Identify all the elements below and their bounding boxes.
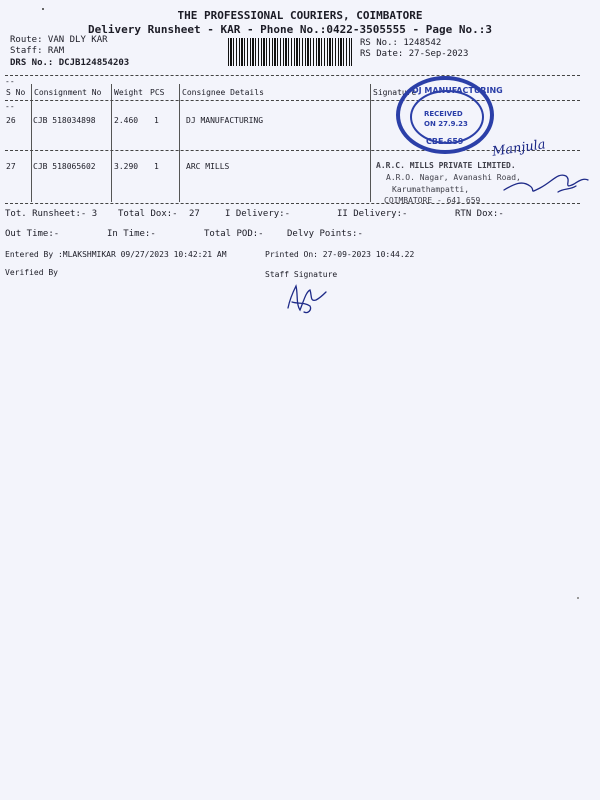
entered-by: Entered By :MLAKSHMIKAR 09/27/2023 10:42:21 AM	[5, 250, 227, 259]
stamp-company: DJ MANUFACTURING	[412, 86, 503, 95]
company-title: THE PROFESSIONAL COURIERS, COIMBATORE	[177, 9, 423, 22]
stamp-received: RECEIVED	[424, 110, 463, 118]
arc-stamp-line3: Karumathampatti,	[392, 185, 470, 194]
col-divider	[370, 84, 371, 202]
table-bottom-rule	[5, 203, 580, 204]
table-cell-consignee: DJ MANUFACTURING	[186, 116, 264, 125]
rs-number: RS No.: 1248542	[360, 38, 442, 48]
total-pod: Total POD:-	[204, 229, 264, 239]
table-cell-pcs: 1	[154, 116, 159, 125]
header-rule	[5, 100, 580, 101]
drs-number: DRS No.: DCJB124854203	[10, 58, 130, 68]
rule-mark: --	[5, 77, 15, 86]
col-header-weight: Weight	[114, 88, 143, 97]
staff-signature	[282, 280, 328, 320]
rule-mark: --	[5, 102, 15, 111]
delivery-points: Delvy Points:-	[287, 229, 363, 239]
col-header-signature: Signature	[373, 88, 417, 97]
barcode	[228, 38, 352, 66]
printed-on: Printed On: 27-09-2023 10:44.22	[265, 250, 415, 259]
scan-speck	[577, 597, 579, 599]
arc-stamp-line2: A.R.O. Nagar, Avanashi Road,	[386, 173, 521, 182]
first-delivery: I Delivery:-	[225, 209, 291, 219]
verified-by: Verified By	[5, 268, 58, 277]
table-cell-sno: 26	[6, 116, 16, 125]
stamp-date: ON 27.9.23	[424, 120, 468, 128]
stamp-code: CBE-659	[426, 137, 464, 146]
total-dox-value: 27	[189, 209, 200, 219]
runsheet-subtitle: Delivery Runsheet - KAR - Phone No.:0422-3505555 - Page No.:3	[88, 23, 492, 36]
table-cell-weight: 2.460	[114, 116, 139, 125]
staff-signature-label: Staff Signature	[265, 270, 338, 279]
second-delivery: II Delivery:-	[337, 209, 408, 219]
arc-stamp-line1: A.R.C. MILLS PRIVATE LIMITED.	[376, 161, 516, 170]
staff-label: Staff: RAM	[10, 46, 65, 56]
col-divider	[179, 84, 180, 202]
out-time: Out Time:-	[5, 229, 60, 239]
table-cell-pcs: 1	[154, 162, 159, 171]
total-dox-label: Total Dox:-	[118, 209, 178, 219]
col-header-sno: S No	[6, 88, 26, 97]
table-cell-consignment: CJB 518065602	[33, 162, 96, 171]
handwritten-name: Manjula	[491, 137, 547, 160]
rs-date: RS Date: 27-Sep-2023	[360, 49, 469, 59]
col-header-consignment: Consignment No	[34, 88, 102, 97]
col-divider	[31, 84, 32, 202]
receiver-signature	[500, 166, 590, 200]
table-top-rule	[5, 75, 580, 76]
rtn-dox: RTN Dox:-	[455, 209, 504, 219]
table-cell-weight: 3.290	[114, 162, 139, 171]
in-time: In Time:-	[107, 229, 156, 239]
table-cell-sno: 27	[6, 162, 16, 171]
arc-stamp-line4: COIMBATORE - 641 659	[384, 196, 481, 205]
dj-manufacturing-stamp	[396, 76, 503, 154]
col-divider	[111, 84, 112, 202]
table-cell-consignment: CJB 518034898	[33, 116, 96, 125]
route-label: Route: VAN DLY KAR	[10, 35, 108, 45]
table-cell-consignee: ARC MILLS	[186, 162, 230, 171]
scan-speck	[42, 8, 44, 10]
col-header-pcs: PCS	[150, 88, 165, 97]
col-header-consignee: Consignee Details	[182, 88, 264, 97]
total-runsheet: Tot. Runsheet:- 3	[5, 209, 98, 219]
